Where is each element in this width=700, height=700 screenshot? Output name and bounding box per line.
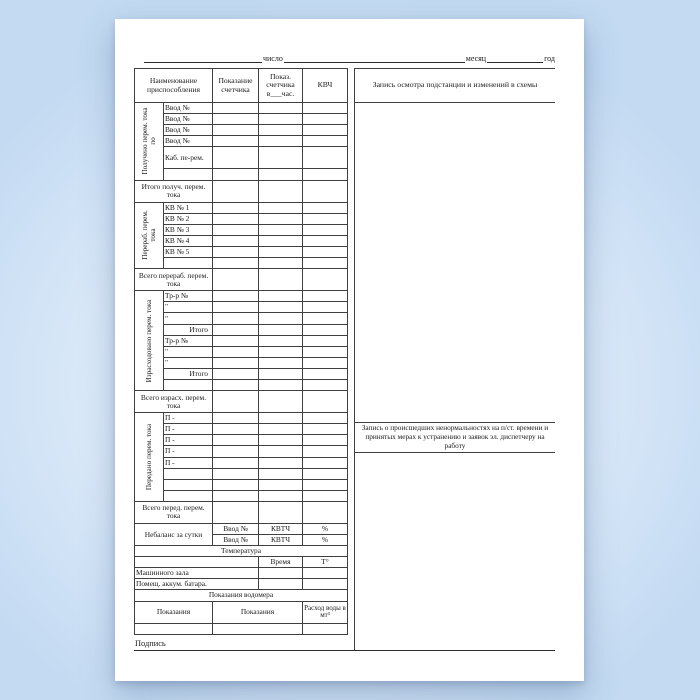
data-cell [213,169,259,180]
data-cell [213,623,303,634]
data-cell [303,114,348,125]
row-label: П - [164,424,213,435]
data-cell [213,391,259,413]
data-cell [213,269,259,291]
notes-column [354,68,555,651]
data-cell [259,235,303,246]
col-header-meter: Показание счетчика [213,69,259,103]
imbalance-cell: Ввод № [213,535,259,546]
year-label: год [544,54,555,63]
data-cell [259,269,303,291]
blank-underline [144,53,262,63]
row-label [164,490,213,501]
data-cell [213,147,259,169]
room-label: Машинного зала [135,568,259,579]
data-cell [213,479,259,490]
data-cell [259,413,303,424]
data-cell [259,224,303,235]
data-cell [259,479,303,490]
water-col-header: Показания [135,601,213,623]
imbalance-cell: КВТЧ [259,535,303,546]
data-cell [303,457,348,468]
data-cell [213,446,259,457]
row-label: П - [164,413,213,424]
data-cell [259,324,303,335]
blank-underline [487,53,543,63]
data-cell [259,579,303,590]
row-label: П - [164,457,213,468]
water-meter-title: Показания водомера [135,590,348,601]
data-cell [259,501,303,523]
row-label: КВ № 1 [164,202,213,213]
row-label: КВ № 3 [164,224,213,235]
data-cell [213,125,259,136]
data-cell [213,435,259,446]
data-cell [303,379,348,390]
row-label: Тр-р № [164,335,213,346]
group-label-consumed: Израсходовано перем. тока [135,291,164,391]
data-cell [213,457,259,468]
section-total-processed: Всего перераб. перем. тока [135,269,213,291]
data-cell [213,180,259,202]
signature-label: Подпись [135,639,166,648]
imbalance-cell: % [303,523,348,534]
imbalance-cell: % [303,535,348,546]
section-total-consumed: Всего израсх. перем. тока [135,391,213,413]
data-cell [213,258,259,269]
data-cell [303,346,348,357]
data-cell [303,468,348,479]
data-cell [303,568,348,579]
empty-cell [135,557,259,568]
section-total-received: Итого получ. перем. тока [135,180,213,202]
row-label: " [164,313,213,324]
data-cell [259,202,303,213]
row-label: Ввод № [164,136,213,147]
data-cell [213,247,259,258]
time-header: Время [259,557,303,568]
row-label [164,258,213,269]
data-cell [303,147,348,169]
data-cell [259,435,303,446]
meter-readings-table [134,68,348,635]
abnormalities-header [355,422,555,453]
data-cell [213,335,259,346]
data-cell [303,291,348,302]
data-cell [213,313,259,324]
abnormalities-text: Запись о происшедших ненормальностях на п/ст. времени и принятых мерах к устранению и заявок эл. диспетчеру на работу [361,423,549,450]
inspection-notes-header [355,69,555,103]
data-cell [303,413,348,424]
data-cell [259,357,303,368]
water-col-header: Расход воды в мт³ [303,601,348,623]
data-cell [259,368,303,379]
data-cell [259,247,303,258]
data-cell [303,479,348,490]
data-cell [213,114,259,125]
data-cell [259,302,303,313]
col-header-meter-hour: Показ. счетчика в___час. [259,69,303,103]
data-cell [259,424,303,435]
data-cell [213,346,259,357]
row-label: КВ № 4 [164,235,213,246]
data-cell [303,202,348,213]
data-cell [303,180,348,202]
data-cell [213,357,259,368]
data-cell [259,457,303,468]
data-cell [303,368,348,379]
data-cell [303,169,348,180]
data-cell [213,103,259,114]
room-label: Помещ. аккум. батара. [135,579,259,590]
row-label: " [164,357,213,368]
data-cell [213,468,259,479]
inspection-notes-area [355,103,555,422]
data-cell [213,136,259,147]
data-cell [259,313,303,324]
month-label: месяц [465,54,487,63]
data-cell [303,313,348,324]
data-cell [213,501,259,523]
section-total-transferred: Всего перед. перем. тока [135,501,213,523]
data-cell [303,357,348,368]
data-cell [303,623,348,634]
row-label: " [164,302,213,313]
abnormalities-area [355,453,555,650]
row-label: П - [164,446,213,457]
data-cell [259,446,303,457]
imbalance-cell: Ввод № [213,523,259,534]
blank-underline [284,53,465,63]
data-cell [213,368,259,379]
data-cell [259,379,303,390]
data-cell [135,623,213,634]
data-cell [303,324,348,335]
data-cell [259,147,303,169]
data-cell [303,391,348,413]
day-label: число [263,54,283,63]
data-cell [303,258,348,269]
data-cell [213,324,259,335]
data-cell [259,114,303,125]
data-cell [259,391,303,413]
data-cell [259,490,303,501]
row-label [164,479,213,490]
data-cell [303,269,348,291]
water-col-header: Показания [213,601,303,623]
date-line [144,52,556,63]
data-cell [259,180,303,202]
data-cell [303,424,348,435]
data-cell [213,235,259,246]
data-cell [259,346,303,357]
imbalance-cell: КВТЧ [259,523,303,534]
row-label: КВ № 5 [164,247,213,258]
document-page [115,19,584,681]
group-label-transferred: Передано перем. тока [135,413,164,502]
data-cell [303,103,348,114]
data-cell [303,490,348,501]
data-cell [303,213,348,224]
inspection-notes-text: Запись осмотра подстанции и изменений в схемы [372,80,538,90]
data-cell [259,291,303,302]
data-cell [303,302,348,313]
data-cell [303,125,348,136]
row-label [164,468,213,479]
data-cell [213,202,259,213]
data-cell [303,136,348,147]
data-cell [259,258,303,269]
temperature-title: Температура [135,546,348,557]
imbalance-label: Небаланс за сутки [135,523,213,545]
data-cell [213,424,259,435]
col-header-kvch: КВЧ [303,69,348,103]
data-cell [259,136,303,147]
row-label: П - [164,435,213,446]
data-cell [213,213,259,224]
data-cell [213,379,259,390]
data-cell [213,302,259,313]
group-label-processed: Перераб. перем. тока [135,202,164,268]
data-cell [303,501,348,523]
row-label: КВ № 2 [164,213,213,224]
row-label: " [164,346,213,357]
row-label: Ввод № [164,103,213,114]
group-label-received: Получено перем. тока по [135,103,164,181]
data-cell [259,568,303,579]
row-label: Ввод № [164,114,213,125]
data-cell [259,213,303,224]
data-cell [303,247,348,258]
data-cell [303,224,348,235]
signature-line [134,636,555,651]
data-cell [303,446,348,457]
data-cell [303,579,348,590]
row-label-subtotal: Итого [164,324,213,335]
temp-header: Т° [303,557,348,568]
data-cell [259,125,303,136]
data-cell [259,169,303,180]
row-label-subtotal: Итого [164,368,213,379]
data-cell [259,335,303,346]
row-label [164,169,213,180]
row-label: Тр-р № [164,291,213,302]
data-cell [303,335,348,346]
data-cell [213,291,259,302]
row-label [164,379,213,390]
data-cell [259,468,303,479]
data-cell [303,435,348,446]
col-header-name: Наименование приспособления [135,69,213,103]
row-label: Каб. пе-рем. [164,147,213,169]
data-cell [303,235,348,246]
data-cell [213,490,259,501]
data-cell [213,224,259,235]
data-cell [259,103,303,114]
data-cell [213,413,259,424]
row-label: Ввод № [164,125,213,136]
